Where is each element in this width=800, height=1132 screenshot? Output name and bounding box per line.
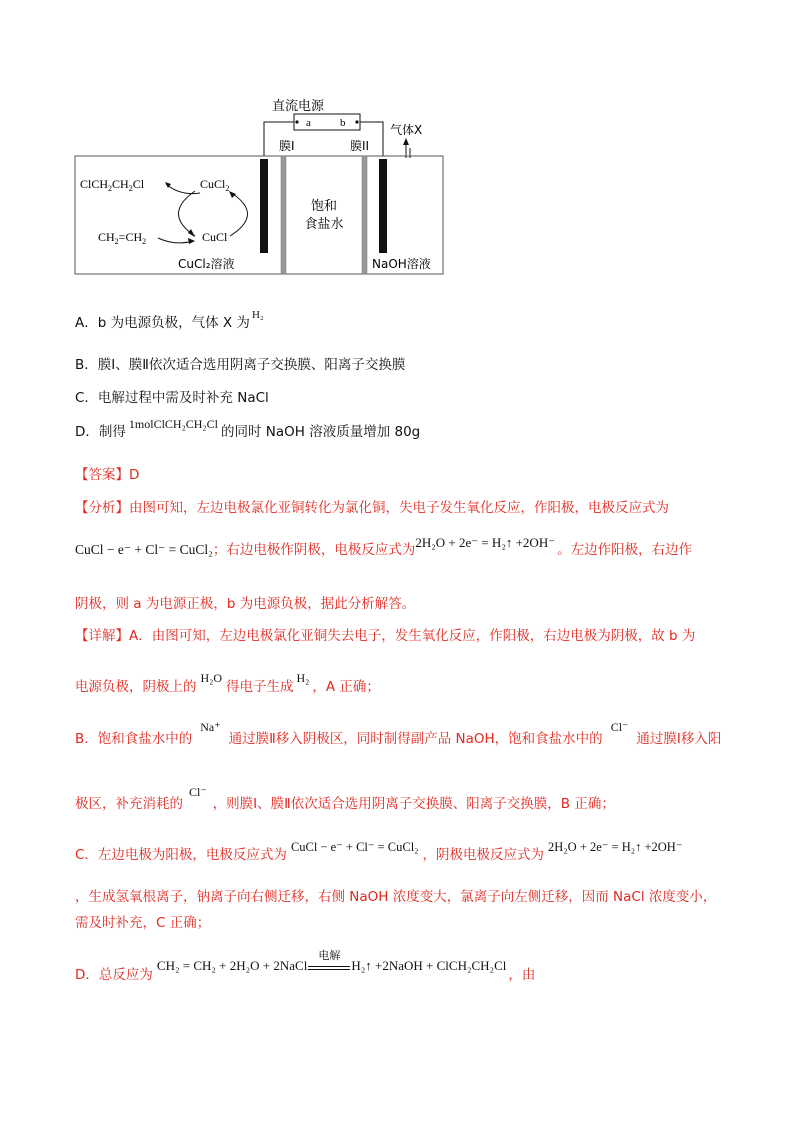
analysis-line1: 【分析】由图可知，左边电极氯化亚铜转化为氯化铜，失电子发生氧化反应，作阳极，电极反应式为	[75, 500, 669, 516]
detail-b-formula-cl: Cl⁻	[610, 720, 629, 734]
detail-b-text-pre: B．饱和食盐水中的	[75, 731, 193, 747]
detail-b2-formula-cl: Cl⁻	[189, 785, 207, 799]
detail-b-formula-na: Na⁺	[200, 720, 221, 734]
option-d-text-post: 的同时 NaOH 溶液质量增加 80g	[220, 424, 421, 440]
electrolysis-diagram	[70, 96, 450, 280]
membrane-1-label: 膜I	[279, 139, 295, 153]
detail-c-formula1: CuCl − e⁻ + Cl⁻ = CuCl₂	[290, 840, 419, 854]
analysis-text2: ；右边电极作阴极，电极反应式为	[212, 542, 416, 558]
left-electrode	[260, 159, 268, 253]
power-source-box	[294, 114, 360, 130]
detail-c-text-pre: C．左边电极为阳极，电极反应式为	[75, 847, 287, 863]
middle-solution-line2: 食盐水	[304, 217, 344, 232]
detail-d-text-post: ，由	[508, 967, 536, 983]
species-cucl2: CuCl$_2$	[200, 177, 230, 193]
membrane-2	[362, 156, 367, 274]
analysis-text3: 。左边作阳极，右边作	[557, 542, 693, 558]
detail-b-line1	[75, 720, 722, 747]
detail-a-formula-h2: H₂	[296, 671, 310, 685]
detail-c-line1	[75, 840, 683, 863]
detail-d-equation	[156, 949, 507, 973]
pole-a-label: a	[306, 117, 311, 129]
cycle-arrow-left	[179, 191, 196, 236]
option-d-formula: 1molClCH₂CH₂Cl	[128, 417, 218, 431]
species-cucl: CuCl	[202, 230, 228, 244]
detail-a-text-mid: 得电子生成	[226, 679, 294, 695]
detail-a-text-post: ，A 正确；	[312, 679, 380, 695]
option-d-text-pre: D．制得	[75, 424, 126, 440]
option-c: C．电解过程中需及时补充 NaCl	[75, 390, 269, 406]
detail-d-eq-condition	[308, 949, 350, 970]
species-dichloroethane: $ClCH_2CH_2Cl$	[80, 177, 145, 193]
cycle-arrow-right	[230, 192, 248, 236]
analysis-formula2: 2H₂O + 2e⁻ = H₂↑ +2OH⁻	[415, 535, 556, 550]
detail-c-line2: ，生成氢氧根离子，钠离子向右侧迁移，右侧 NaOH 浓度变大，氯离子向左侧迁移，因而 NaCl 浓度变小，	[75, 889, 717, 905]
right-solution-label: NaOH溶液	[372, 257, 431, 271]
option-a-formula: H₂	[251, 309, 264, 321]
cycle-arrow-top	[166, 184, 200, 194]
analysis-line2	[75, 535, 693, 558]
detail-a-formula-water: H₂O	[200, 671, 223, 685]
detail-b-line2	[75, 785, 615, 812]
right-electrode	[379, 159, 387, 253]
detail-b2-text-pre: 极区，补充消耗的	[75, 796, 183, 812]
option-a	[75, 311, 264, 331]
detail-b-text-mid: 通过膜Ⅱ移入阴极区，同时制得副产品 NaOH，饱和食盐水中的	[228, 731, 603, 747]
middle-solution-line1: 饱和	[310, 199, 338, 214]
detail-b2-text-post: ，则膜Ⅰ、膜Ⅱ依次适合选用阴离子交换膜、阳离子交换膜，B 正确；	[212, 796, 615, 812]
cycle-arrow-bottom	[158, 238, 193, 243]
detail-a-text-pre: 电源负极，阴极上的	[75, 679, 197, 695]
membrane-1	[281, 156, 286, 274]
detail-d-line	[75, 949, 536, 983]
option-d	[75, 417, 421, 440]
species-ethylene: $CH_2=CH_2$	[98, 230, 147, 246]
answer-label: 【答案】D	[75, 467, 140, 483]
analysis-formula1: CuCl − e⁻ + Cl⁻ = CuCl₂	[75, 542, 213, 557]
detail-d-eq-right: H₂↑ +2NaOH + ClCH₂CH₂Cl	[351, 958, 507, 973]
gas-x-label: 气体X	[390, 123, 423, 137]
membrane-2-label: 膜II	[350, 139, 370, 153]
detail-a-line2	[75, 671, 380, 695]
detail-d-text-pre: D．总反应为	[75, 967, 153, 983]
detail-c-formula2: 2H₂O + 2e⁻ = H₂↑ +2OH⁻	[548, 840, 683, 854]
detail-d-eq-left: CH₂ = CH₂ + 2H₂O + 2NaCl	[156, 958, 308, 973]
analysis-line3: 阴极，则 a 为电源正极，b 为电源负极，据此分析解答。	[75, 596, 416, 612]
left-solution-label: CuCl₂溶液	[178, 257, 235, 271]
pole-b-label: b	[340, 117, 346, 129]
detail-a-line1: 【详解】A．由图可知，左边电极氯化亚铜失去电子，发生氧化反应，作阳极，右边电极为阴极，故 b 为	[75, 628, 696, 644]
power-source-label: 直流电源	[271, 99, 325, 114]
option-b: B．膜Ⅰ、膜Ⅱ依次适合选用阴离子交换膜、阳离子交换膜	[75, 357, 406, 373]
detail-b-text-post: 通过膜Ⅰ移入阳	[636, 731, 722, 747]
detail-c-line3: 需及时补充，C 正确；	[75, 915, 211, 931]
detail-c-text-mid: ，阴极电极反应式为	[422, 847, 545, 863]
option-a-text: A．b 为电源负极，气体 X 为	[75, 315, 250, 331]
detail-d-eq-cond-text: 电解	[318, 949, 341, 962]
